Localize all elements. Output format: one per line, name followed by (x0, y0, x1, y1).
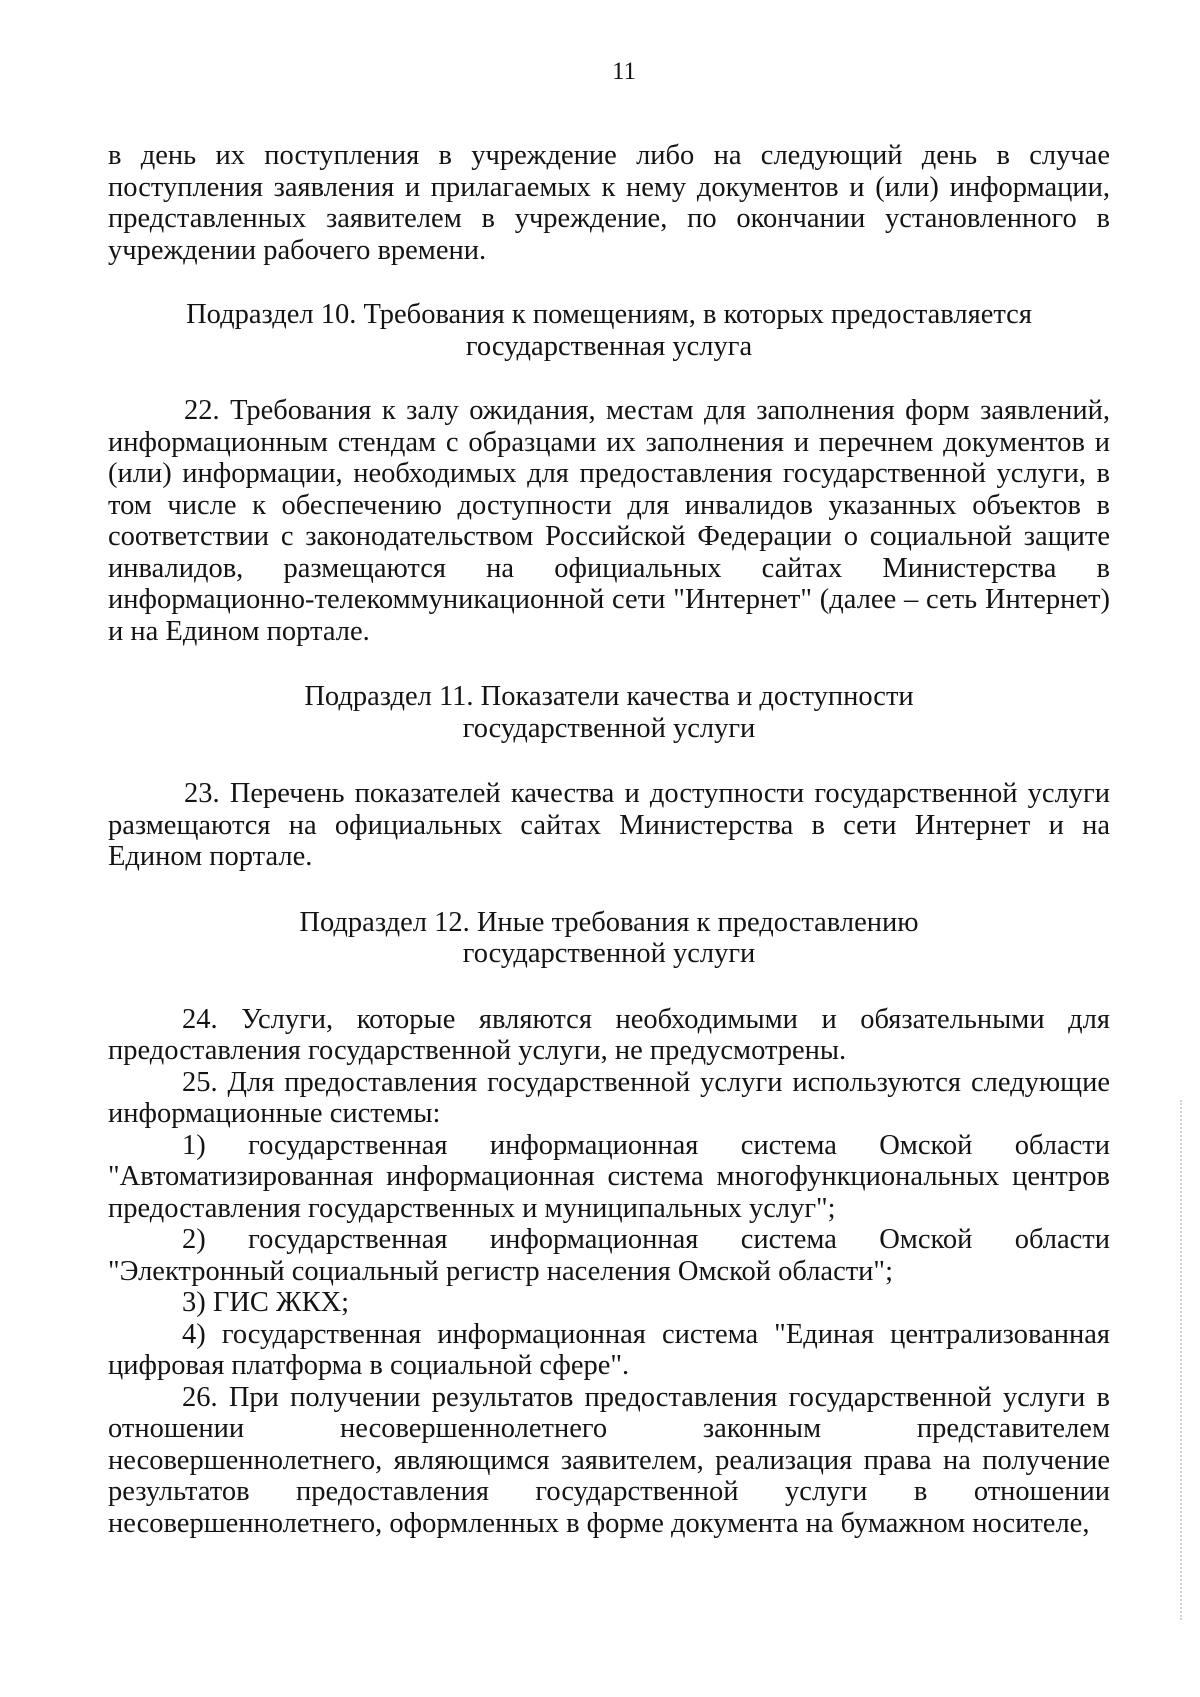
item-25-list-entry-4: 4) государственная информационная система "Единая централизованная цифровая платформа в социальной сфере". (108, 1318, 1110, 1381)
item-22-paragraph: 22. Требования к залу ожидания, местам для заполнения форм заявлений, информационным стендам с образцами их заполнения и перечнем документов и (или) информации, необходимых для предоставления государственной услуги, в том числе к обеспечению доступности для инвалидов указанных объектов в соответствии с законодательством Российской Федерации о социальной защите инвалидов, размещаются на официальных сайтах Министерства в информационно-телекоммуникационной сети "Интернет" (далее – сеть Интернет) и на Едином портале. (108, 395, 1110, 647)
subsection-12-title-line2: государственной услуги (462, 938, 756, 969)
page-number: 11 (611, 58, 637, 85)
item-25-list-entry-3: 3) ГИС ЖКХ; (182, 1287, 350, 1318)
subsection-11-heading (108, 681, 1110, 744)
subsection-10-title-line2: государственная услуга (465, 330, 753, 362)
item-24-paragraph: 24. Услуги, которые являются необходимыми и обязательными для предоставления государственной услуги, не предусмотрены. (108, 1003, 1110, 1066)
intro-paragraph: в день их поступления в учреждение либо на следующий день в случае поступления заявления и прилагаемых к нему документов и (или) информации, представленных заявителем в учреждение, по окончании установленного в учреждении рабочего времени. (108, 140, 1110, 266)
document-body (108, 140, 1110, 1539)
item-25-list-entry-1: 1) государственная информационная система Омской области "Автоматизированная информационная система многофункциональных центров предоставления государственных и муниципальных услуг"; (108, 1129, 1110, 1224)
subsection-11-title-line2: государственной услуги (462, 712, 756, 744)
subsection-10-heading (108, 299, 1110, 362)
subsection-10-title-line1: Подраздел 10. Требования к помещениям, в которых предоставляется (186, 299, 1032, 330)
subsection-11-title-line1: Подраздел 11. Показатели качества и доступности (304, 681, 914, 712)
item-25-paragraph: 25. Для предоставления государственной услуги используются следующие информационные системы: (108, 1066, 1110, 1129)
subsection-12-heading (108, 907, 1110, 970)
item-23-paragraph: 23. Перечень показателей качества и доступности государственной услуги размещаются на официальных сайтах Министерства в сети Интернет и на Едином портале. (108, 778, 1110, 872)
item-26-paragraph: 26. При получении результатов предоставления государственной услуги в отношении несовершеннолетнего законным представителем несовершеннолетнего, являющимся заявителем, реализация права на получение результатов предоставления государственной услуги в отношении несовершеннолетнего, оформленных в форме документа на бумажном носителе, (108, 1381, 1110, 1539)
scan-margin-artifact (1176, 1100, 1182, 1620)
item-25-list-entry-2: 2) государственная информационная система Омской области "Электронный социальный регистр населения Омской области"; (108, 1224, 1110, 1287)
subsection-12-title-line1: Подраздел 12. Иные требования к предоставлению (299, 906, 919, 938)
